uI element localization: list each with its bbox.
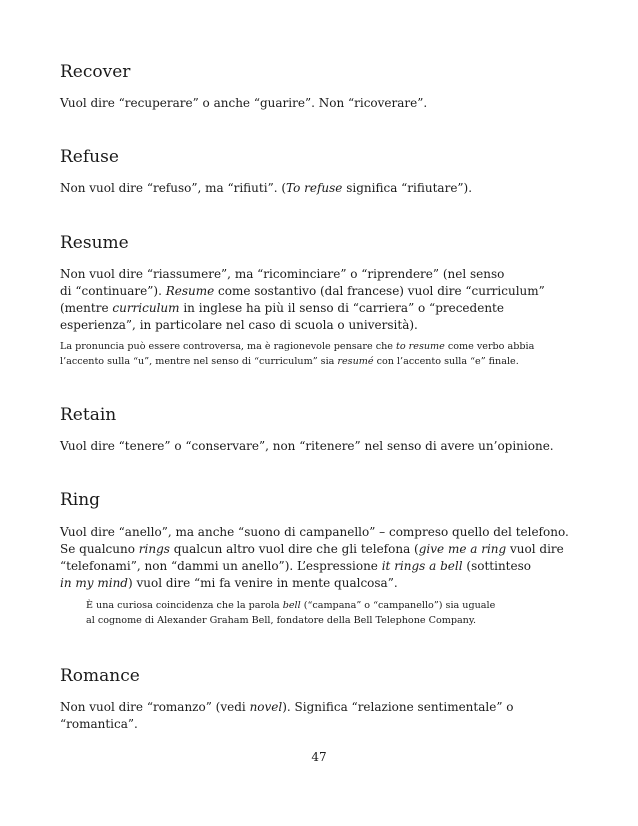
entry-resume: [60, 232, 580, 369]
entry-body: Vuol dire “recuperare” o anche “guarire”. Non “ricoverare”.: [60, 96, 428, 110]
page-number: 47: [311, 750, 327, 764]
entry-body: [60, 524, 580, 592]
entry-title: Ring: [60, 490, 101, 510]
body-line: in my mind) vuol dire “mi fa venire in mente qualcosa”.: [60, 576, 398, 590]
entry-recover: [60, 61, 580, 112]
note-line: l’accento sulla “u”, mentre nel senso di “curriculum” sia resumé con l’accento sulla “e” finale.: [60, 356, 519, 367]
body-line: di “continuare”). Resume come sostantivo (dal francese) vuol dire “curriculum”: [60, 284, 545, 298]
entry-title: Romance: [60, 666, 140, 686]
entry-body: [60, 266, 580, 334]
note-line: al cognome di Alexander Graham Bell, fondatore della Bell Telephone Company.: [86, 615, 477, 626]
entry-title: Refuse: [60, 147, 119, 167]
entry-refuse: [60, 146, 580, 197]
entry-ring: [60, 489, 580, 628]
body-line: Se qualcuno rings qualcun altro vuol dire che gli telefona (give me a ring vuol dire: [60, 542, 564, 556]
body-line: Non vuol dire “riassumere”, ma “ricominciare” o “riprendere” (nel senso: [60, 267, 505, 281]
body-line: esperienza”, in particolare nel caso di scuola o università).: [60, 318, 418, 332]
note-line: La pronuncia può essere controversa, ma è ragionevole pensare che to resume come verbo abbia: [60, 341, 535, 352]
entry-title: Retain: [60, 405, 117, 425]
entry-romance: [60, 665, 580, 733]
entry-title: Recover: [60, 62, 131, 82]
entry-body: Vuol dire “tenere” o “conservare”, non “ritenere” nel senso di avere un’opinione.: [60, 439, 554, 453]
entry-note: [60, 339, 580, 369]
entry-body: Non vuol dire “romanzo” (vedi novel). Significa “relazione sentimentale” o “romantica”.: [60, 700, 514, 731]
entry-body: Non vuol dire “refuso”, ma “rifiuti”. (To refuse significa “rifiutare”).: [60, 181, 473, 195]
body-line: “telefonami”, non “dammi un anello”). L’espressione it rings a bell (sottinteso: [60, 559, 531, 573]
note-line: È una curiosa coincidenza che la parola bell (“campana” o “campanello”) sia uguale: [86, 600, 496, 611]
body-line: Vuol dire “anello”, ma anche “suono di campanello” – compreso quello del telefono.: [60, 525, 569, 539]
entry-title: Resume: [60, 233, 129, 253]
entry-note: [60, 598, 580, 628]
body-line: (mentre curriculum in inglese ha più il senso di “carriera” o “precedente: [60, 301, 504, 315]
entry-retain: [60, 404, 580, 455]
